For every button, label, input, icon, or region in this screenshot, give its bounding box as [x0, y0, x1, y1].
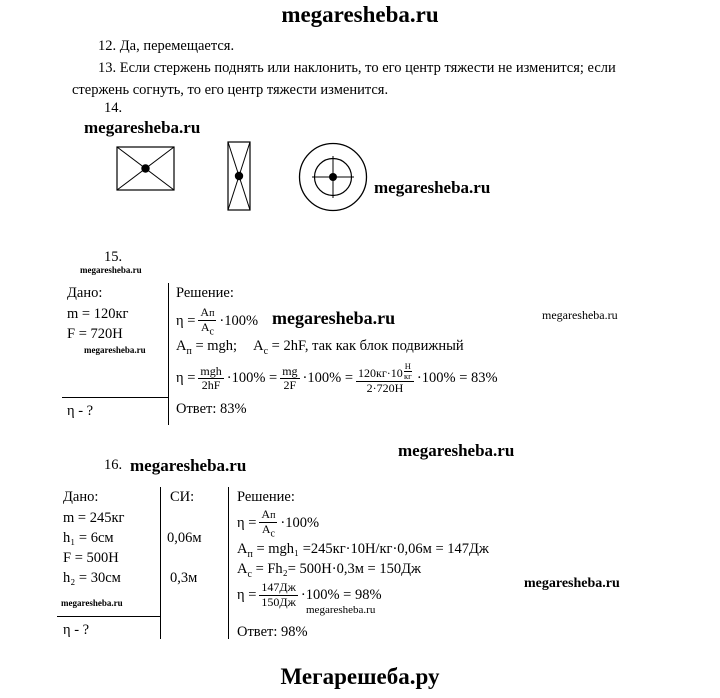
formula-segment: η =	[237, 515, 257, 532]
watermark-16-small: megaresheba.ru	[61, 598, 123, 608]
find-value-16: η - ?	[63, 622, 90, 638]
watermark-15-small-top: megaresheba.ru	[80, 265, 142, 275]
formula-calculation-15	[176, 362, 498, 396]
subscript: с	[247, 568, 252, 580]
answer-12-text: Да, перемещается.	[119, 38, 235, 54]
si-value: 0,3м	[170, 570, 198, 586]
formula-total-work-16	[237, 561, 421, 580]
answer-text-15: Ответ: 83%	[176, 401, 247, 417]
answer-13	[72, 58, 656, 102]
find-value-15: η - ?	[67, 403, 94, 419]
frac-denominator: 2hF	[201, 378, 221, 393]
watermark-15-right: megaresheba.ru	[542, 308, 618, 322]
fraction	[259, 581, 297, 610]
formula-segment	[176, 338, 237, 357]
formula-segment	[237, 541, 489, 560]
frac-denominator: 150Дж	[261, 594, 296, 609]
divider-vertical-16-b	[228, 487, 229, 639]
subscript: п	[209, 308, 215, 320]
problem-16-number: 16.	[104, 457, 123, 473]
frac-numerator	[259, 508, 277, 523]
figure-ring	[296, 140, 370, 214]
formula-segment: ·100% =	[302, 370, 354, 387]
solution-title-15: Решение:	[176, 285, 234, 301]
frac-numerator: mgh	[200, 363, 222, 378]
si-title-16: СИ:	[170, 489, 195, 505]
formula-text: 120кг·10	[358, 366, 403, 381]
frac-numerator: 147Дж	[261, 580, 296, 594]
symbol: A	[200, 305, 210, 319]
watermark-16-right: megaresheba.ru	[524, 576, 620, 591]
divider-vertical-16-a	[160, 487, 161, 639]
formula-text: = 2hF, так как блок подвижный	[268, 338, 464, 354]
subscript: с	[209, 326, 214, 338]
watermark-top: megaresheba.ru	[281, 2, 439, 27]
watermark-16-title: megaresheba.ru	[130, 456, 247, 475]
frac-denominator: кг	[404, 370, 412, 381]
frac-numerator	[356, 362, 414, 382]
given-value: h₂ = 30см	[63, 570, 121, 586]
given-value: h₁ = 6см	[63, 530, 114, 546]
fraction	[280, 365, 299, 394]
frac-numerator: Н	[404, 361, 411, 371]
given-title-15: Дано:	[67, 285, 103, 301]
subscript: п	[270, 510, 276, 522]
symbol: A	[237, 541, 248, 557]
frac-numerator	[198, 306, 216, 321]
answer-13-text: Если стержень поднять или наклонить, то его центр тяжести не изменится; если стержень согнуть, то его центр тяжести изменится.	[72, 60, 616, 98]
answer-text-16: Ответ: 98%	[237, 624, 308, 640]
formula-eta-15	[176, 306, 258, 338]
nested-fraction	[404, 362, 412, 381]
divider-vertical-15	[168, 283, 169, 425]
formula-segment	[237, 561, 421, 580]
watermark-14-left: megaresheba.ru	[84, 118, 201, 137]
center-of-gravity-dot	[235, 172, 243, 180]
given-title-16: Дано:	[63, 489, 99, 505]
answer-14-number: 14.	[104, 100, 123, 116]
si-value: 0,06м	[167, 530, 202, 546]
subscript: с	[263, 345, 269, 357]
symbol: A	[176, 338, 187, 354]
fraction	[198, 306, 216, 338]
watermark-15-small-mid: megaresheba.ru	[84, 345, 146, 355]
problem-15-number: 15.	[104, 249, 123, 265]
answer-12-number: 12.	[98, 38, 117, 54]
given-value: F = 720Н	[67, 326, 123, 342]
symbol: A	[261, 507, 271, 521]
frac-denominator: 2F	[283, 378, 297, 393]
given-value: F = 500Н	[63, 550, 119, 566]
formula-segment: η =	[176, 370, 196, 387]
formula-segment: ·100%	[280, 515, 320, 532]
fraction	[198, 365, 223, 394]
formula-eta-16	[237, 508, 319, 540]
formula-segment: ·100% = 98%	[300, 586, 382, 603]
figure-rectangle-tall	[226, 141, 253, 212]
formula-useful-work-16	[237, 541, 489, 560]
formula-text: = Fh₂= 500Н·0,3м = 150Дж	[251, 561, 421, 577]
formula-segment	[253, 338, 464, 357]
subscript: п	[247, 548, 253, 560]
divider-horizontal-15	[62, 397, 168, 398]
symbol: A	[261, 521, 271, 536]
formula-segment: ·100% =	[226, 370, 278, 387]
frac-numerator: mg	[282, 363, 298, 378]
formula-segment: η =	[176, 313, 196, 330]
symbol: A	[253, 338, 264, 354]
subscript: с	[270, 528, 275, 540]
given-value: m = 120кг	[67, 306, 129, 322]
frac-denominator: 2·720Н	[366, 380, 404, 395]
watermark-16-above: megaresheba.ru	[398, 441, 515, 460]
formula-text: = mgh;	[191, 338, 238, 354]
symbol: A	[200, 319, 210, 334]
formula-work-15	[176, 338, 464, 357]
figure-rectangle-wide	[116, 146, 176, 192]
center-of-gravity-dot	[141, 164, 149, 172]
frac-denominator	[199, 321, 216, 338]
solution-title-16: Решение:	[237, 489, 295, 505]
answer-13-number: 13.	[98, 60, 117, 76]
watermark-14-right: megaresheba.ru	[374, 178, 491, 197]
fraction	[259, 508, 277, 540]
watermark-15-mid: megaresheba.ru	[272, 308, 396, 328]
frac-denominator	[260, 523, 277, 540]
given-value: m = 245кг	[63, 510, 125, 526]
subscript: п	[186, 345, 192, 357]
formula-segment: η =	[237, 586, 257, 603]
formula-segment: ·100%	[219, 313, 259, 330]
watermark-16-small-bottom: megaresheba.ru	[306, 604, 376, 616]
fraction	[356, 362, 414, 396]
brand-bottom: Мегарешеба.ру	[280, 664, 440, 689]
divider-horizontal-16	[57, 616, 160, 617]
symbol: A	[237, 561, 248, 577]
formula-segment: ·100% = 83%	[416, 370, 498, 387]
center-of-gravity-dot	[329, 173, 337, 181]
formula-text: = mgh₁ =245кг·10Н/кг·0,06м = 147Дж	[252, 541, 489, 557]
answer-12	[72, 36, 654, 58]
